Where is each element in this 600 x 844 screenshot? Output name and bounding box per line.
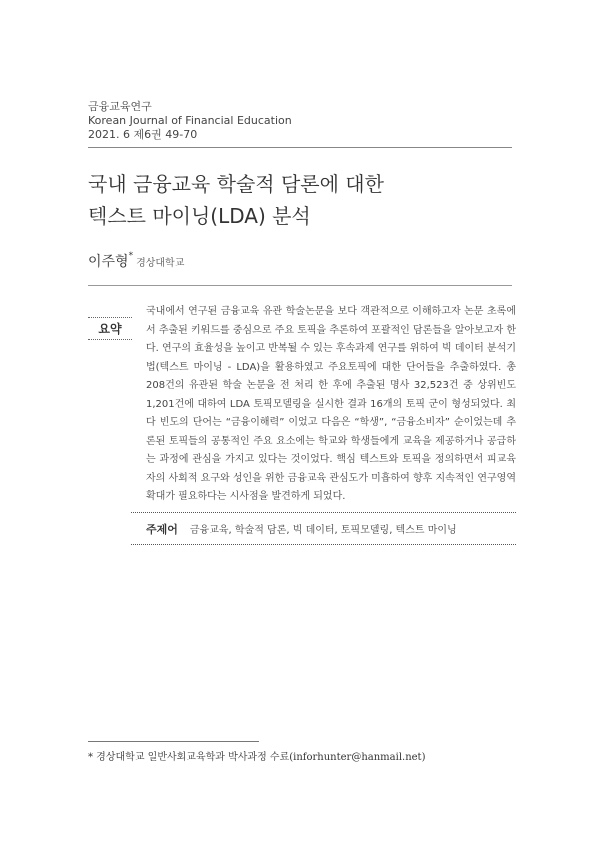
title-line-2: 텍스트 마이닝(LDA) 분석 — [88, 204, 311, 228]
keywords-label: 주제어 — [146, 523, 178, 536]
title-line-1: 국내 금융교육 학술적 담론에 대한 — [88, 172, 384, 196]
abstract-label: 요약 — [88, 317, 132, 337]
keywords-top-divider — [131, 512, 516, 513]
paper-title — [88, 168, 384, 232]
keywords-text: 금융교육, 학술적 담론, 빅 데이터, 토픽모델링, 텍스트 마이닝 — [189, 525, 457, 536]
author-footnote-mark: * — [128, 251, 134, 261]
author-divider — [88, 285, 512, 286]
footnote: * 경상대학교 일반사회교육학과 박사과정 수료(inforhunter@hanmail.net) — [88, 752, 426, 763]
abstract-text: 국내에서 연구된 금융교육 유관 학술논문을 보다 객관적으로 이해하고자 논문 초록에서 추출된 키워드를 중심으로 주요 토픽을 추론하여 포괄적인 담론들을 알아보고자 한다. 연구의 효율성을 높이고 반복될 수 있는 후속과제 연구를 위하여 빅 데이터 분석기법(텍스트 마이닝 - LDA)을 활용하였고 주요토픽에 대한 단어들을 추출하였다. 총 208건의 유관된 학술 논문을 전 처리 한 후에 추출된 명사 32,523건 중 상위빈도 1,201건에 대하여 LDA 토픽모델링을 실시한 결과 16개의 토픽 군이 형성되었다. 최다 빈도의 단어는 “금융이해력” 이었고 다음은 “학생”, “금융소비자” 순이었는데 추론된 토픽들의 공통적인 주요 요소에는 학교와 학생들에게 교육을 제공하거나 공급하는 과정에 관심을 가지고 있다는 것이었다. 핵심 텍스트와 토픽을 정의하면서 피교육자의 사회적 요구와 성인을 위한 금융교육 관심도가 미흡하여 향후 지속적인 연구영역 확대가 필요하다는 시사점을 발견하게 되었다. — [146, 306, 516, 502]
keywords-row — [146, 521, 457, 537]
keywords-bottom-divider — [131, 544, 516, 545]
journal-name-english: Korean Journal of Financial Education — [88, 114, 292, 127]
author-affiliation: 경상대학교 — [136, 258, 185, 269]
journal-name-korean: 금융교육연구 — [88, 100, 152, 113]
journal-issue: 2021. 6 제6권 49-70 — [88, 128, 198, 141]
journal-header — [88, 100, 292, 142]
header-divider — [88, 147, 512, 148]
footnote-divider — [88, 741, 259, 742]
author-block — [88, 251, 184, 271]
author-name: 이주형 — [88, 254, 129, 270]
